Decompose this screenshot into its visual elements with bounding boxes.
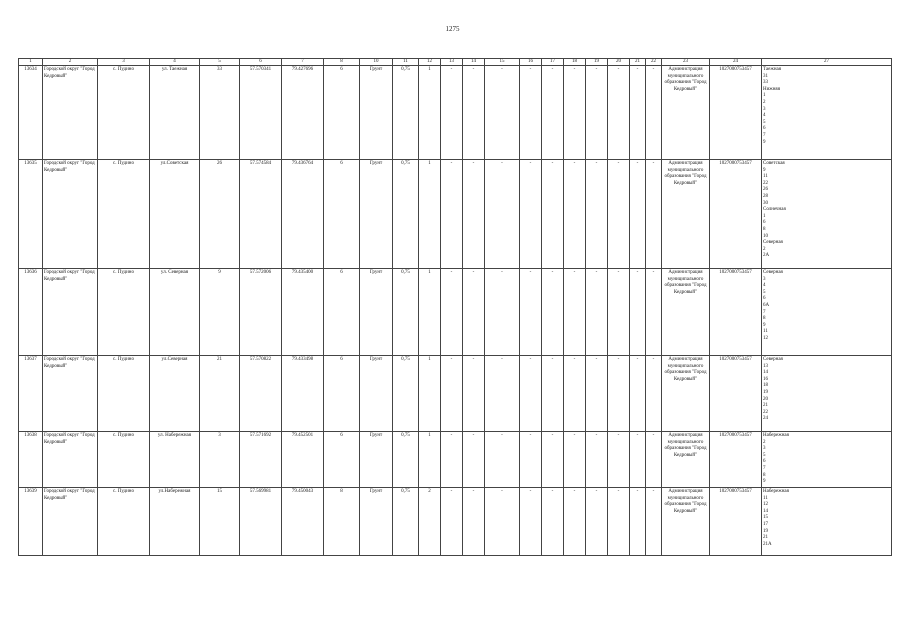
area-cell: 0,75 xyxy=(393,66,419,160)
surface-cell: Грунт xyxy=(360,488,393,556)
house-item: 1 xyxy=(763,213,766,219)
longitude-cell: 79.452501 xyxy=(282,432,324,488)
latitude-cell: 57.574584 xyxy=(240,160,282,269)
column-header: 12 xyxy=(419,59,441,66)
empty-value-cell: - xyxy=(441,488,463,556)
empty-value-cell: - xyxy=(608,432,630,488)
number-cell: 3 xyxy=(200,432,240,488)
street-cell: ул. Набережная xyxy=(150,432,200,488)
house-item: 6 xyxy=(763,220,766,226)
number-cell: 21 xyxy=(200,356,240,432)
ogrn-cell: 1027000753457 xyxy=(710,432,762,488)
empty-value-cell: - xyxy=(646,488,662,556)
count-cell: 1 xyxy=(419,160,441,269)
house-item: 1 xyxy=(763,93,766,99)
ogrn-cell: 1027000753457 xyxy=(710,66,762,160)
empty-value-cell: - xyxy=(646,269,662,356)
empty-value-cell: - xyxy=(564,488,586,556)
house-item: 8 xyxy=(763,472,766,478)
empty-value-cell: - xyxy=(542,432,564,488)
column-header: 18 xyxy=(564,59,586,66)
number-cell: 9 xyxy=(200,269,240,356)
column-header: 16 xyxy=(520,59,542,66)
empty-value-cell: - xyxy=(542,488,564,556)
table-row xyxy=(19,269,892,356)
latitude-cell: 57.572006 xyxy=(240,269,282,356)
column-header: 4 xyxy=(150,59,200,66)
houses-cell xyxy=(762,66,892,160)
column-header: 13 xyxy=(441,59,463,66)
house-item: 24 xyxy=(763,416,768,422)
village-cell: с. Пудино xyxy=(98,160,150,269)
count-cell: 1 xyxy=(419,432,441,488)
latitude-cell: 57.570341 xyxy=(240,66,282,160)
page-number: 1275 xyxy=(445,25,460,33)
owner-cell: Администрация муниципального образования "Город Кедровый" xyxy=(662,66,710,160)
house-item: 7 xyxy=(763,465,766,471)
longitude-cell: 79.435400 xyxy=(282,269,324,356)
empty-value-cell: - xyxy=(586,66,608,160)
house-item: 2А xyxy=(763,253,770,259)
column-header: 23 xyxy=(662,59,710,66)
area-cell: 0,75 xyxy=(393,160,419,269)
column-header: 1 xyxy=(19,59,43,66)
longitude-cell: 79.450043 xyxy=(282,488,324,556)
column-header: 3 xyxy=(98,59,150,66)
empty-value-cell: - xyxy=(463,432,485,488)
house-item: 15 xyxy=(763,515,768,521)
house-item: 20 xyxy=(763,396,768,402)
district-cell: Городской округ "Город Кедровый" xyxy=(43,269,98,356)
empty-value-cell: - xyxy=(520,66,542,160)
empty-value-cell: - xyxy=(630,356,646,432)
owner-cell: Администрация муниципального образования "Город Кедровый" xyxy=(662,356,710,432)
house-item: 18 xyxy=(763,383,768,389)
column-8-cell: 8 xyxy=(324,488,360,556)
district-cell: Городской округ "Город Кедровый" xyxy=(43,160,98,269)
house-item: Северная xyxy=(763,270,783,275)
row-id: 13637 xyxy=(19,356,43,432)
number-cell: 26 xyxy=(200,160,240,269)
empty-value-cell: - xyxy=(485,66,520,160)
empty-value-cell: - xyxy=(542,160,564,269)
count-cell: 1 xyxy=(419,356,441,432)
column-header: 17 xyxy=(542,59,564,66)
empty-value-cell: - xyxy=(542,269,564,356)
house-item: Нижняя xyxy=(763,86,781,92)
column-header: 8 xyxy=(324,59,360,66)
latitude-cell: 57.569981 xyxy=(240,488,282,556)
house-item: 19 xyxy=(763,389,768,395)
house-item: Набережная xyxy=(763,489,789,494)
area-cell: 0,75 xyxy=(393,269,419,356)
house-item: 6А xyxy=(763,302,770,308)
house-item: 11 xyxy=(763,174,768,180)
surface-cell: Грунт xyxy=(360,432,393,488)
empty-value-cell: - xyxy=(441,66,463,160)
column-header: 10 xyxy=(360,59,393,66)
house-item: 11 xyxy=(763,495,768,501)
header-row xyxy=(19,59,892,66)
count-cell: 2 xyxy=(419,488,441,556)
house-item: 12 xyxy=(763,502,768,508)
house-item: 17 xyxy=(763,521,768,527)
area-cell: 0,75 xyxy=(393,356,419,432)
house-item: 14 xyxy=(763,370,768,376)
house-item: 30 xyxy=(763,200,768,206)
empty-value-cell: - xyxy=(586,432,608,488)
house-item: 5 xyxy=(763,452,766,458)
house-item: 3 xyxy=(763,446,766,452)
house-item: 2 xyxy=(763,439,766,445)
column-8-cell: 6 xyxy=(324,432,360,488)
house-item: 12 xyxy=(763,335,768,341)
empty-value-cell: - xyxy=(564,432,586,488)
houses-cell xyxy=(762,356,892,432)
row-id: 13636 xyxy=(19,269,43,356)
house-item: 22 xyxy=(763,180,768,186)
house-item: 3 xyxy=(763,106,766,112)
surface-cell: Грунт xyxy=(360,160,393,269)
latitude-cell: 57.570822 xyxy=(240,356,282,432)
house-item: 21 xyxy=(763,403,768,409)
column-header: 11 xyxy=(393,59,419,66)
house-item: 2 xyxy=(763,99,766,105)
empty-value-cell: - xyxy=(542,356,564,432)
house-item: 28 xyxy=(763,193,768,199)
house-item: 4 xyxy=(763,113,766,119)
surface-cell: Грунт xyxy=(360,269,393,356)
house-item: 10 xyxy=(763,233,768,239)
empty-value-cell: - xyxy=(520,488,542,556)
empty-value-cell: - xyxy=(630,269,646,356)
street-cell: ул. Таежная xyxy=(150,66,200,160)
registry-table xyxy=(18,58,892,556)
table-row xyxy=(19,488,892,556)
column-header: 27 xyxy=(762,59,892,66)
owner-cell: Администрация муниципального образования "Город Кедровый" xyxy=(662,488,710,556)
empty-value-cell: - xyxy=(485,356,520,432)
empty-value-cell: - xyxy=(463,488,485,556)
table-row xyxy=(19,160,892,269)
table-row xyxy=(19,66,892,160)
longitude-cell: 79.436764 xyxy=(282,160,324,269)
empty-value-cell: - xyxy=(441,432,463,488)
ogrn-cell: 1027000753457 xyxy=(710,488,762,556)
area-cell: 0,75 xyxy=(393,432,419,488)
village-cell: с. Пудино xyxy=(98,356,150,432)
table-row xyxy=(19,432,892,488)
house-item: 21 xyxy=(763,535,768,541)
house-item: 9 xyxy=(763,322,766,328)
district-cell: Городской округ "Город Кедровый" xyxy=(43,356,98,432)
empty-value-cell: - xyxy=(485,488,520,556)
village-cell: с. Пудино xyxy=(98,66,150,160)
houses-cell xyxy=(762,488,892,556)
house-item: 31 xyxy=(763,73,768,79)
empty-value-cell: - xyxy=(441,160,463,269)
empty-value-cell: - xyxy=(630,160,646,269)
row-id: 13634 xyxy=(19,66,43,160)
house-item: 14 xyxy=(763,508,768,514)
house-item: 5 xyxy=(763,289,766,295)
owner-cell: Администрация муниципального образования "Город Кедровый" xyxy=(662,432,710,488)
empty-value-cell: - xyxy=(646,160,662,269)
column-8-cell: 6 xyxy=(324,66,360,160)
empty-value-cell: - xyxy=(630,66,646,160)
empty-value-cell: - xyxy=(441,269,463,356)
house-item: 26 xyxy=(763,187,768,193)
house-item: 9 xyxy=(763,479,766,485)
empty-value-cell: - xyxy=(608,356,630,432)
house-item: 9 xyxy=(763,167,766,173)
column-8-cell: 6 xyxy=(324,160,360,269)
empty-value-cell: - xyxy=(564,66,586,160)
empty-value-cell: - xyxy=(520,160,542,269)
house-item: 2 xyxy=(763,246,766,252)
empty-value-cell: - xyxy=(485,432,520,488)
house-item: 21А xyxy=(763,541,772,547)
house-item: 11 xyxy=(763,329,768,335)
empty-value-cell: - xyxy=(542,66,564,160)
empty-value-cell: - xyxy=(441,356,463,432)
house-item: 6 xyxy=(763,459,766,465)
column-header: 19 xyxy=(586,59,608,66)
district-cell: Городской округ "Город Кедровый" xyxy=(43,66,98,160)
empty-value-cell: - xyxy=(586,488,608,556)
street-cell: ул. Северная xyxy=(150,269,200,356)
column-header: 21 xyxy=(630,59,646,66)
column-header: 14 xyxy=(463,59,485,66)
house-item: Солнечная xyxy=(763,207,786,213)
house-item: Советская xyxy=(763,161,785,166)
column-header: 2 xyxy=(43,59,98,66)
table-body xyxy=(19,66,892,556)
table-row xyxy=(19,356,892,432)
house-item: 4 xyxy=(763,283,766,289)
empty-value-cell: - xyxy=(608,66,630,160)
house-item: 7 xyxy=(763,132,766,138)
column-header: 7 xyxy=(282,59,324,66)
number-cell: 33 xyxy=(200,66,240,160)
house-item: 33 xyxy=(763,80,768,86)
row-id: 13635 xyxy=(19,160,43,269)
empty-value-cell: - xyxy=(564,356,586,432)
empty-value-cell: - xyxy=(630,432,646,488)
house-item: 8 xyxy=(763,316,766,322)
longitude-cell: 79.433498 xyxy=(282,356,324,432)
empty-value-cell: - xyxy=(608,488,630,556)
house-item: Набережная xyxy=(763,433,789,438)
empty-value-cell: - xyxy=(630,488,646,556)
district-cell: Городской округ "Город Кедровый" xyxy=(43,432,98,488)
house-item: 6 xyxy=(763,126,766,132)
house-item: 22 xyxy=(763,409,768,415)
empty-value-cell: - xyxy=(463,160,485,269)
houses-cell xyxy=(762,160,892,269)
column-header: 20 xyxy=(608,59,630,66)
street-cell: ул.Советская xyxy=(150,160,200,269)
surface-cell: Грунт xyxy=(360,66,393,160)
houses-cell xyxy=(762,432,892,488)
house-item: 8 xyxy=(763,226,766,232)
owner-cell: Администрация муниципального образования "Город Кедровый" xyxy=(662,269,710,356)
street-cell: ул.Северная xyxy=(150,356,200,432)
area-cell: 0,75 xyxy=(393,488,419,556)
empty-value-cell: - xyxy=(586,269,608,356)
house-item: 3 xyxy=(763,276,766,282)
column-header: 6 xyxy=(240,59,282,66)
district-cell: Городской округ "Город Кедровый" xyxy=(43,488,98,556)
street-cell: ул.Набережная xyxy=(150,488,200,556)
village-cell: с. Пудино xyxy=(98,488,150,556)
count-cell: 1 xyxy=(419,66,441,160)
empty-value-cell: - xyxy=(564,160,586,269)
empty-value-cell: - xyxy=(485,269,520,356)
empty-value-cell: - xyxy=(463,269,485,356)
row-id: 13638 xyxy=(19,432,43,488)
house-item: 19 xyxy=(763,528,768,534)
village-cell: с. Пудино xyxy=(98,432,150,488)
latitude-cell: 57.571692 xyxy=(240,432,282,488)
house-item: 9 xyxy=(763,139,766,145)
empty-value-cell: - xyxy=(608,160,630,269)
empty-value-cell: - xyxy=(646,356,662,432)
ogrn-cell: 1027000753457 xyxy=(710,269,762,356)
empty-value-cell: - xyxy=(520,432,542,488)
column-8-cell: 6 xyxy=(324,356,360,432)
ogrn-cell: 1027000753457 xyxy=(710,160,762,269)
house-item: 7 xyxy=(763,309,766,315)
empty-value-cell: - xyxy=(485,160,520,269)
column-header: 22 xyxy=(646,59,662,66)
empty-value-cell: - xyxy=(564,269,586,356)
owner-cell: Администрация муниципального образования "Город Кедровый" xyxy=(662,160,710,269)
house-item: 5 xyxy=(763,119,766,125)
column-header: 5 xyxy=(200,59,240,66)
house-item: Таежная xyxy=(763,67,782,72)
village-cell: с. Пудино xyxy=(98,269,150,356)
houses-cell xyxy=(762,269,892,356)
number-cell: 15 xyxy=(200,488,240,556)
empty-value-cell: - xyxy=(520,356,542,432)
house-item: Северная xyxy=(763,357,783,362)
row-id: 13639 xyxy=(19,488,43,556)
house-item: 16 xyxy=(763,376,768,382)
column-8-cell: 6 xyxy=(324,269,360,356)
empty-value-cell: - xyxy=(646,432,662,488)
empty-value-cell: - xyxy=(463,66,485,160)
empty-value-cell: - xyxy=(586,356,608,432)
empty-value-cell: - xyxy=(520,269,542,356)
empty-value-cell: - xyxy=(646,66,662,160)
house-item: 6 xyxy=(763,296,766,302)
empty-value-cell: - xyxy=(608,269,630,356)
empty-value-cell: - xyxy=(586,160,608,269)
count-cell: 1 xyxy=(419,269,441,356)
ogrn-cell: 1027000753457 xyxy=(710,356,762,432)
column-header: 24 xyxy=(710,59,762,66)
house-item: 13 xyxy=(763,363,768,369)
column-header: 15 xyxy=(485,59,520,66)
surface-cell: Грунт xyxy=(360,356,393,432)
empty-value-cell: - xyxy=(463,356,485,432)
house-item: Северная xyxy=(763,240,783,246)
longitude-cell: 79.427696 xyxy=(282,66,324,160)
